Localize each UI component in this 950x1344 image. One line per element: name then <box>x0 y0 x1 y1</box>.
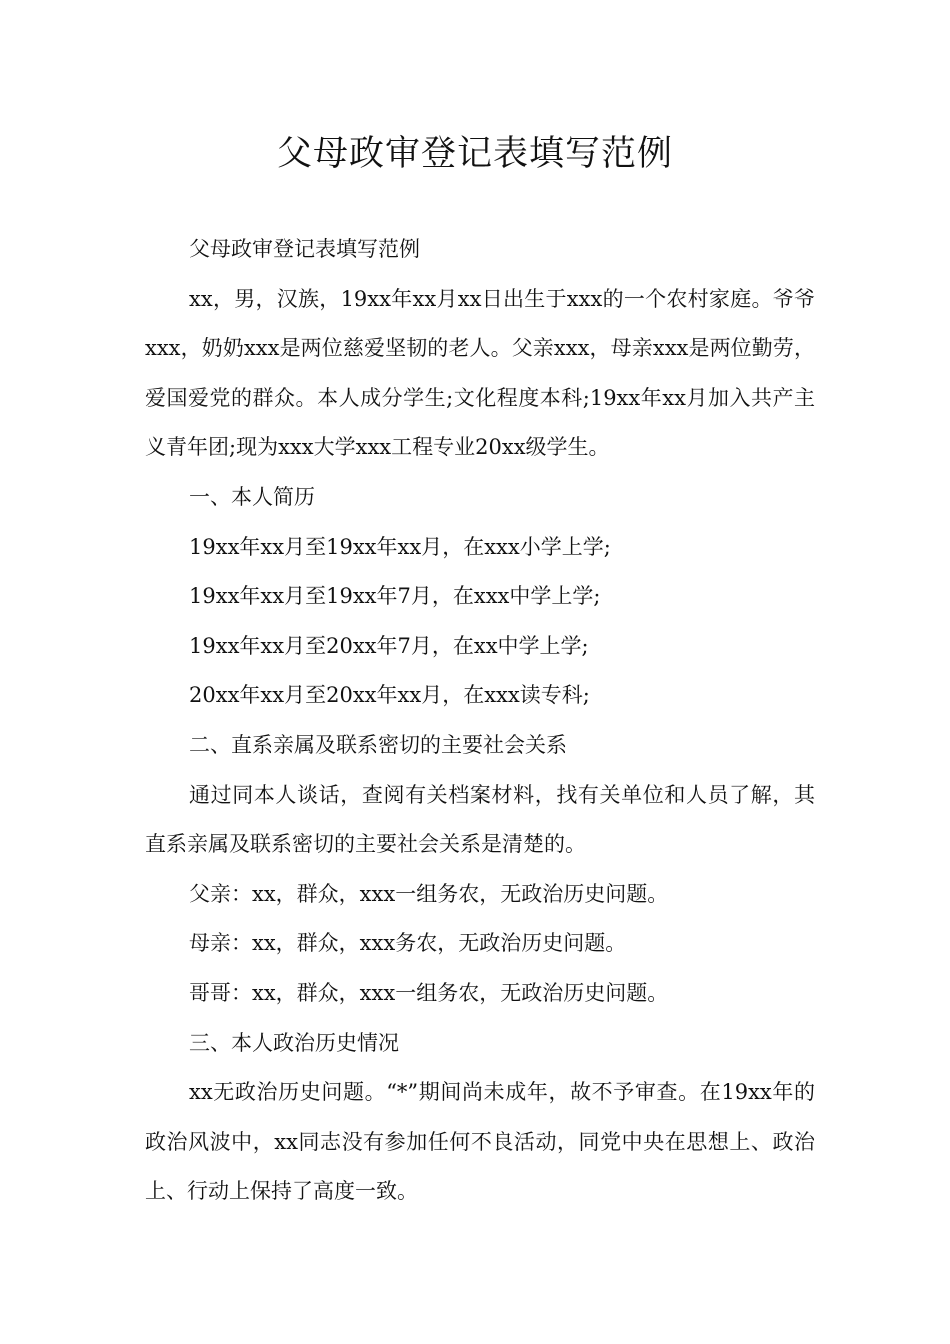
section-heading-relations: 二、直系亲属及联系密切的主要社会关系 <box>189 732 567 757</box>
relative-entry-mother: 母亲：xx，群众，xxx务农，无政治历史问题。 <box>189 931 627 956</box>
relative-entry-father: 父亲：xx，群众，xxx一组务农，无政治历史问题。 <box>189 881 669 906</box>
relative-entry-brother: 哥哥：xx，群众，xxx一组务农，无政治历史问题。 <box>189 980 669 1005</box>
paragraph-political-history: xx无政治历史问题。“*”期间尚未成年，故不予审查。在19xx年的政治风波中，xx同志没有参加任何不良活动，同党中央在思想上、政治上、行动上保持了高度一致。 <box>145 1080 815 1204</box>
paragraph-relations: 通过同本人谈话，查阅有关档案材料，找有关单位和人员了解，其直系亲属及联系密切的主要社会关系是清楚的。 <box>145 782 815 857</box>
resume-entry: 20xx年xx月至20xx年xx月，在xxx读专科; <box>189 683 590 708</box>
paragraph-subtitle: 父母政审登记表填写范例 <box>189 237 420 261</box>
document-body <box>145 225 815 1217</box>
resume-entry: 19xx年xx月至19xx年7月，在xxx中学上学; <box>189 584 601 609</box>
section-heading-political-history: 三、本人政治历史情况 <box>189 1030 399 1055</box>
resume-entry: 19xx年xx月至19xx年xx月，在xxx小学上学; <box>189 534 611 559</box>
section-heading-resume: 一、本人简历 <box>189 484 315 509</box>
document-title: 父母政审登记表填写范例 <box>276 134 673 174</box>
paragraph-intro: xx，男，汉族，19xx年xx月xx日出生于xxx的一个农村家庭。爷爷xxx，奶奶xxx是两位慈爱坚韧的老人。父亲xxx，母亲xxx是两位勤劳，爱国爱党的群众。本人成分学生;文化程度本科;19xx年xx月加入共产主义青年团;现为xxx大学xxx工程专业20xx级学生。 <box>145 286 815 460</box>
resume-entry: 19xx年xx月至20xx年7月，在xx中学上学; <box>189 633 589 658</box>
